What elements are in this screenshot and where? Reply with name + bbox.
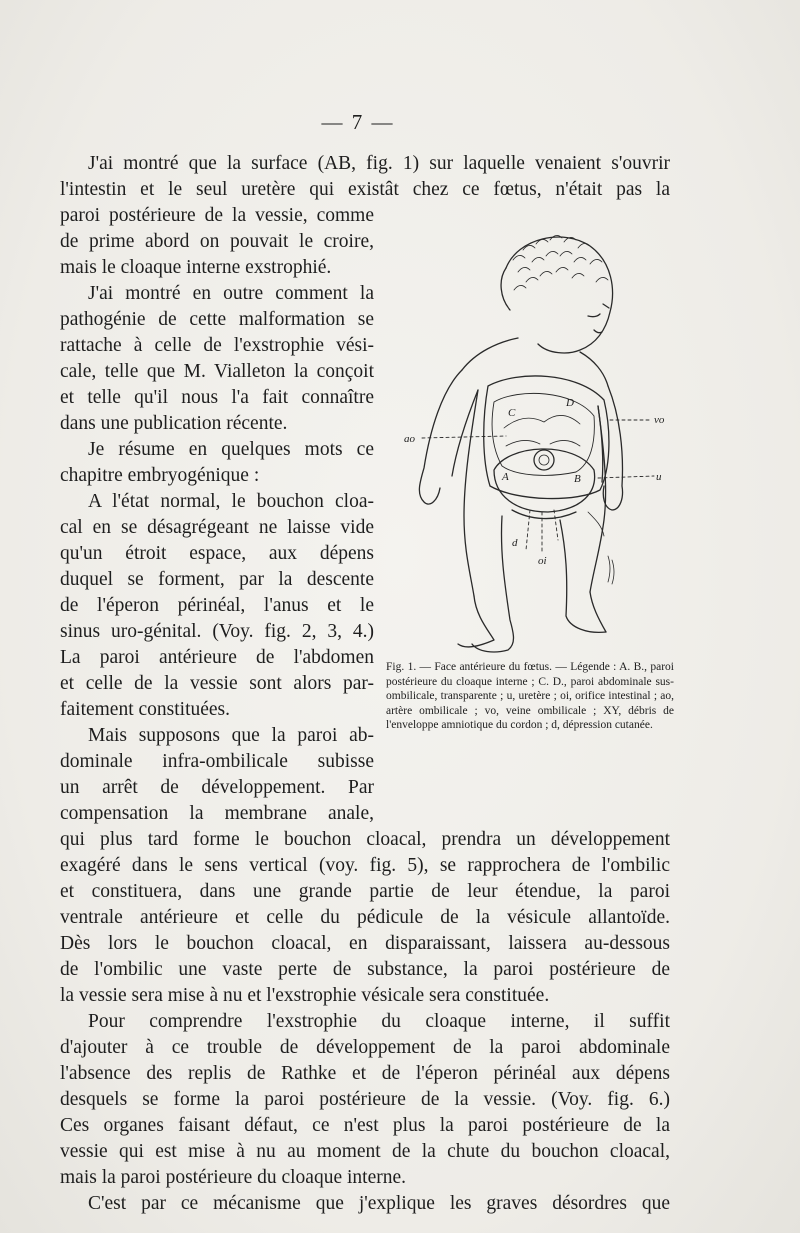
- text-line: ventrale antérieure et celle du pédicule de la vésicule allantoïde.: [60, 907, 670, 928]
- text-line: C'est par ce mécanisme que j'explique les graves désordres que: [88, 1193, 670, 1214]
- figure-label-d-small: d: [512, 537, 518, 549]
- text-line: A l'état normal, le bouchon cloa-: [88, 491, 374, 512]
- figure-label-vo: vo: [654, 414, 665, 426]
- text-line: Dès lors le bouchon cloacal, en disparaissant, laissera au-dessous: [60, 933, 670, 954]
- text-line: et telle qu'il nous l'a fait connaître: [60, 387, 374, 408]
- text-line: dans une publication récente.: [60, 413, 288, 434]
- text-line: la vessie sera mise à nu et l'exstrophie vésicale sera constituée.: [60, 985, 550, 1006]
- text-line: rattache à celle de l'exstrophie vési-: [60, 335, 374, 356]
- text-line: cale, telle que M. Vialleton la conçoit: [60, 361, 374, 382]
- text-line: desquels se forme la paroi postérieure de la vessie. (Voy. fig. 6.): [60, 1089, 670, 1110]
- text-line: Ces organes faisant défaut, ce n'est plus la paroi postérieure de la: [60, 1115, 670, 1136]
- text-line: duquel se forment, par la descente: [60, 569, 374, 590]
- text-line: qui plus tard forme le bouchon cloacal, prendra un développement: [60, 829, 670, 850]
- text-line: La paroi antérieure de l'abdomen: [60, 647, 374, 668]
- text-line: cal en se désagrégeant ne laisse vide: [60, 517, 374, 538]
- text-line: J'ai montré que la surface (AB, fig. 1) sur laquelle venaient s'ouvrir: [88, 153, 670, 174]
- text-line: de prime abord on pouvait le croire,: [60, 231, 374, 252]
- text-line: Je résume en quelques mots ce: [88, 439, 374, 460]
- figure-label-b: B: [574, 473, 581, 485]
- text-line: faitement constituées.: [60, 699, 231, 720]
- text-line: mais la paroi postérieure du cloaque interne.: [60, 1167, 406, 1188]
- text-line: un arrêt de développement. Par: [60, 777, 374, 798]
- text-line: qu'un étroit espace, aux dépens: [60, 543, 374, 564]
- figure-label-u: u: [656, 471, 662, 483]
- text-line: compensation la membrane anale,: [60, 803, 374, 824]
- text-line: mais le cloaque interne exstrophié.: [60, 257, 332, 278]
- figure-label-d: D: [566, 397, 574, 409]
- text-line: et constituera, dans une grande partie de leur étendue, la paroi: [60, 881, 670, 902]
- text-line: vessie qui est mise à nu au moment de la chute du bouchon cloacal,: [60, 1141, 670, 1162]
- text-line: de l'ombilic une vaste perte de substance, la paroi postérieure de: [60, 959, 670, 980]
- figure-caption-text: Fig. 1. — Face antérieure du fœtus. — Légende : A. B., paroi postérieure du cloaque interne ; C. D., paroi abdominale sus-ombilicale, transparente ; u, uretère ; oi, orifice intestinal ; ao, artère ombilicale ; vo, veine ombilicale ; XY, débris de l'enveloppe amniotique du cordon ; d, dépression cutanée.: [386, 661, 674, 731]
- text-line: Pour comprendre l'exstrophie du cloaque interne, il suffit: [88, 1011, 670, 1032]
- text-line: dominale infra-ombilicale subisse: [60, 751, 374, 772]
- figure-label-a: A: [502, 471, 509, 483]
- text-line: Mais supposons que la paroi ab-: [88, 725, 374, 746]
- figure-label-ao: ao: [404, 433, 415, 445]
- figure-caption: [386, 660, 674, 733]
- page-number: — 7 —: [321, 110, 395, 134]
- text-line: J'ai montré en outre comment la: [88, 283, 374, 304]
- figure-label-c: C: [508, 407, 516, 419]
- text-line: sinus uro-génital. (Voy. fig. 2, 3, 4.): [60, 621, 374, 642]
- text-line: et celle de la vessie sont alors par-: [60, 673, 374, 694]
- text-line: exagéré dans le sens vertical (voy. fig. 5), se rapprochera de l'ombilic: [60, 855, 670, 876]
- text-line: l'absence des replis de Rathke et de l'éperon périnéal aux dépens: [60, 1063, 670, 1084]
- fetus-figure: [398, 220, 670, 660]
- text-line: d'ajouter à ce trouble de développement de la paroi abdominale: [60, 1037, 670, 1058]
- text-line: l'intestin et le seul uretère qui existât chez ce fœtus, n'était pas la: [60, 179, 670, 200]
- figure-label-oi: oi: [538, 555, 547, 567]
- text-line: chapitre embryogénique :: [60, 465, 260, 486]
- text-line: de l'éperon périnéal, l'anus et le: [60, 595, 374, 616]
- text-line: pathogénie de cette malformation se: [60, 309, 374, 330]
- text-line: paroi postérieure de la vessie, comme: [60, 205, 374, 226]
